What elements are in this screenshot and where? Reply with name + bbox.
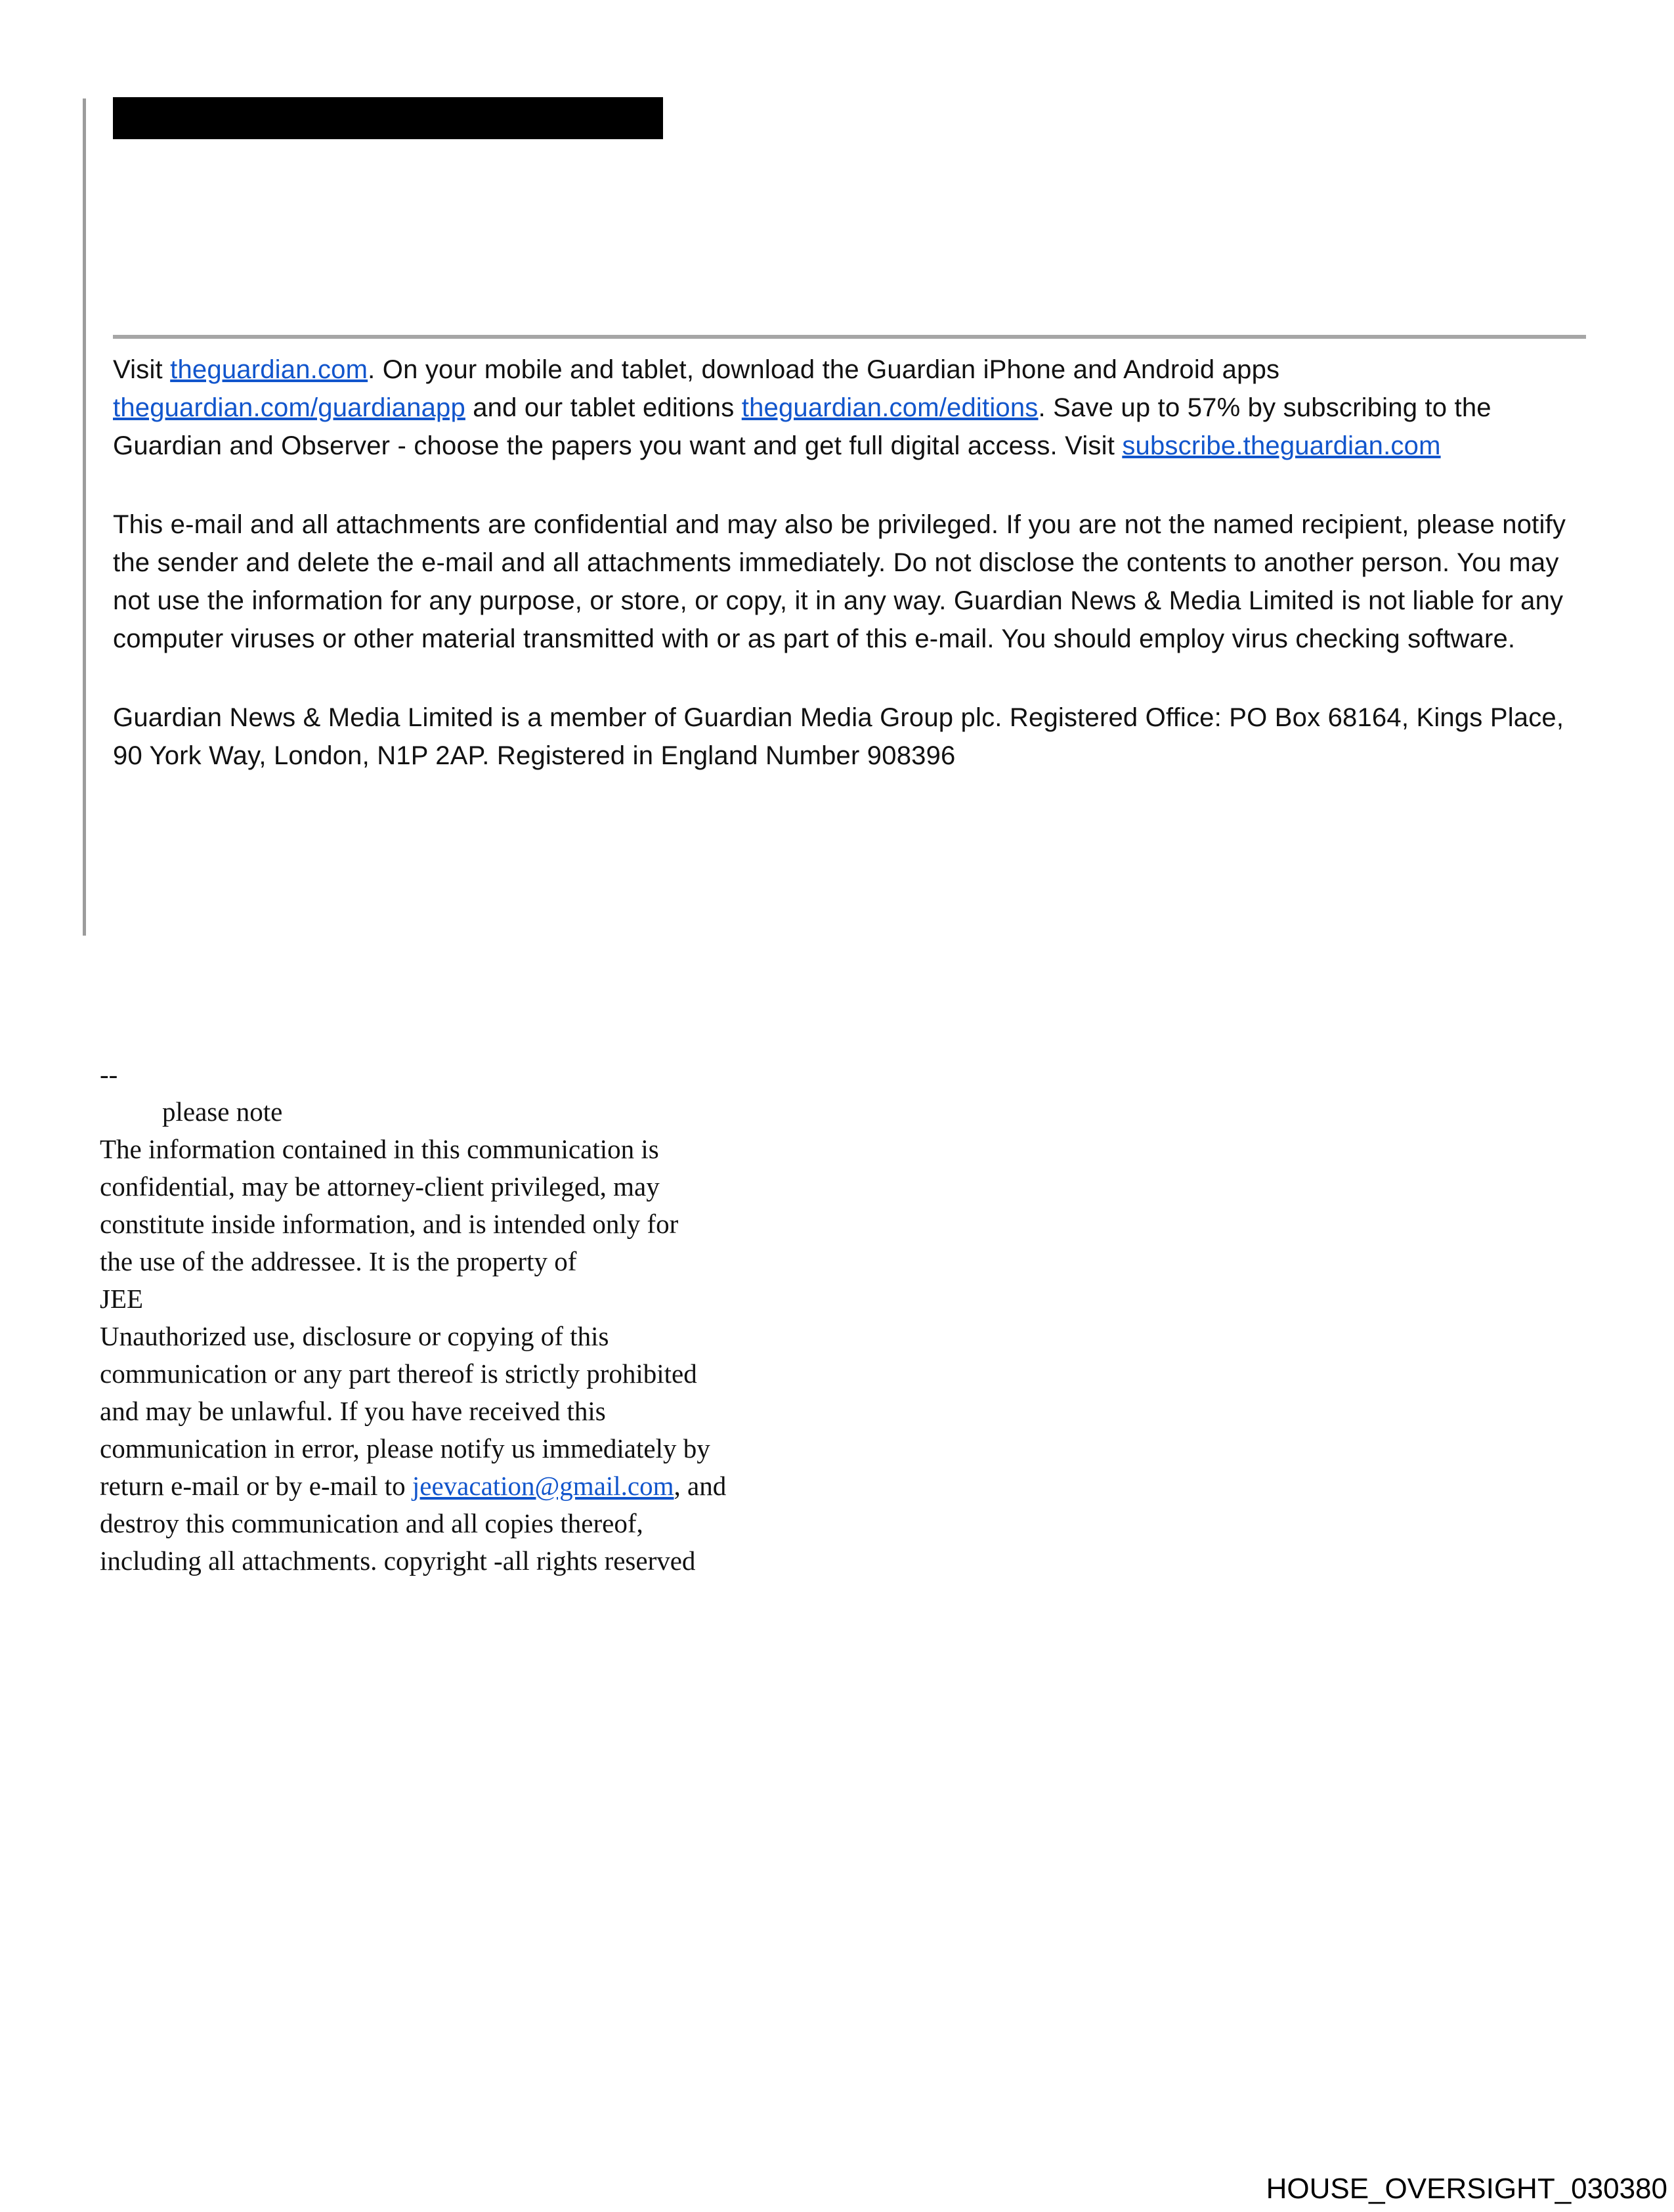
text-segment: please note bbox=[162, 1096, 283, 1127]
guardian-promo-paragraph bbox=[113, 351, 1586, 465]
text-segment: , and bbox=[674, 1471, 727, 1501]
signature-line bbox=[100, 1393, 927, 1430]
signature-line bbox=[100, 1093, 927, 1131]
text-segment: . On your mobile and tablet, download the Guardian iPhone and Android apps bbox=[368, 355, 1280, 384]
signature-line bbox=[100, 1168, 927, 1205]
text-segment: and our tablet editions bbox=[465, 393, 742, 422]
signature-line bbox=[100, 1280, 927, 1318]
redaction-bar bbox=[113, 97, 663, 139]
signature-line bbox=[100, 1131, 927, 1168]
personal-signature-block bbox=[100, 1056, 927, 1580]
hyperlink[interactable]: subscribe.theguardian.com bbox=[1122, 431, 1441, 460]
signature-line bbox=[100, 1505, 927, 1542]
signature-line bbox=[100, 1205, 927, 1243]
hyperlink[interactable]: theguardian.com/guardianapp bbox=[113, 393, 465, 422]
guardian-footer-block bbox=[113, 351, 1586, 815]
text-segment: including all attachments. copyright -all rights reserved bbox=[100, 1546, 696, 1576]
text-segment: The information contained in this communication is bbox=[100, 1134, 659, 1164]
hyperlink[interactable]: jeevacation@gmail.com bbox=[412, 1471, 674, 1501]
text-segment: JEE bbox=[100, 1284, 144, 1314]
text-segment: Unauthorized use, disclosure or copying of this bbox=[100, 1321, 609, 1351]
quote-indent-bar bbox=[83, 98, 86, 936]
signature-line bbox=[100, 1430, 927, 1467]
text-segment: communication in error, please notify us immediately by bbox=[100, 1433, 710, 1464]
guardian-company-paragraph: Guardian News & Media Limited is a member of Guardian Media Group plc. Registered Office: PO Box 68164, Kings Place, 90 York Way, London, N1P 2AP. Registered in England Number 908396 bbox=[113, 703, 1564, 770]
text-segment: -- bbox=[100, 1059, 118, 1089]
text-segment: . Save up to 57% by subscribing to the Guardian and Observer - choose the papers you want and get full digital access. Visit bbox=[113, 393, 1492, 460]
signature-line bbox=[100, 1542, 927, 1580]
text-segment: confidential, may be attorney-client privileged, may bbox=[100, 1171, 660, 1202]
hyperlink[interactable]: theguardian.com bbox=[170, 355, 368, 384]
horizontal-divider bbox=[113, 335, 1586, 339]
signature-line bbox=[100, 1318, 927, 1355]
text-segment: destroy this communication and all copies thereof, bbox=[100, 1508, 643, 1538]
signature-line bbox=[100, 1355, 927, 1393]
guardian-confidentiality-paragraph: This e-mail and all attachments are confidential and may also be privileged. If you are not the named recipient, please notify the sender and delete the e-mail and all attachments immediately. Do not disclose the contents to another person. You may not use the information for any purpose, or store, or copy, it in any way. Guardian News & Media Limited is not liable for any computer viruses or other material transmitted with or as part of this e-mail. You should employ virus checking software. bbox=[113, 510, 1566, 653]
text-segment: return e-mail or by e-mail to bbox=[100, 1471, 412, 1501]
bates-number: HOUSE_OVERSIGHT_030380 bbox=[1266, 2173, 1667, 2205]
text-segment: the use of the addressee. It is the property of bbox=[100, 1246, 577, 1276]
signature-line bbox=[100, 1056, 927, 1093]
signature-line bbox=[100, 1243, 927, 1280]
signature-line bbox=[100, 1467, 927, 1505]
text-segment: and may be unlawful. If you have received this bbox=[100, 1396, 606, 1426]
text-segment: Visit bbox=[113, 355, 171, 384]
text-segment: communication or any part thereof is strictly prohibited bbox=[100, 1358, 697, 1389]
hyperlink[interactable]: theguardian.com/editions bbox=[741, 393, 1039, 422]
text-segment: constitute inside information, and is intended only for bbox=[100, 1209, 679, 1239]
